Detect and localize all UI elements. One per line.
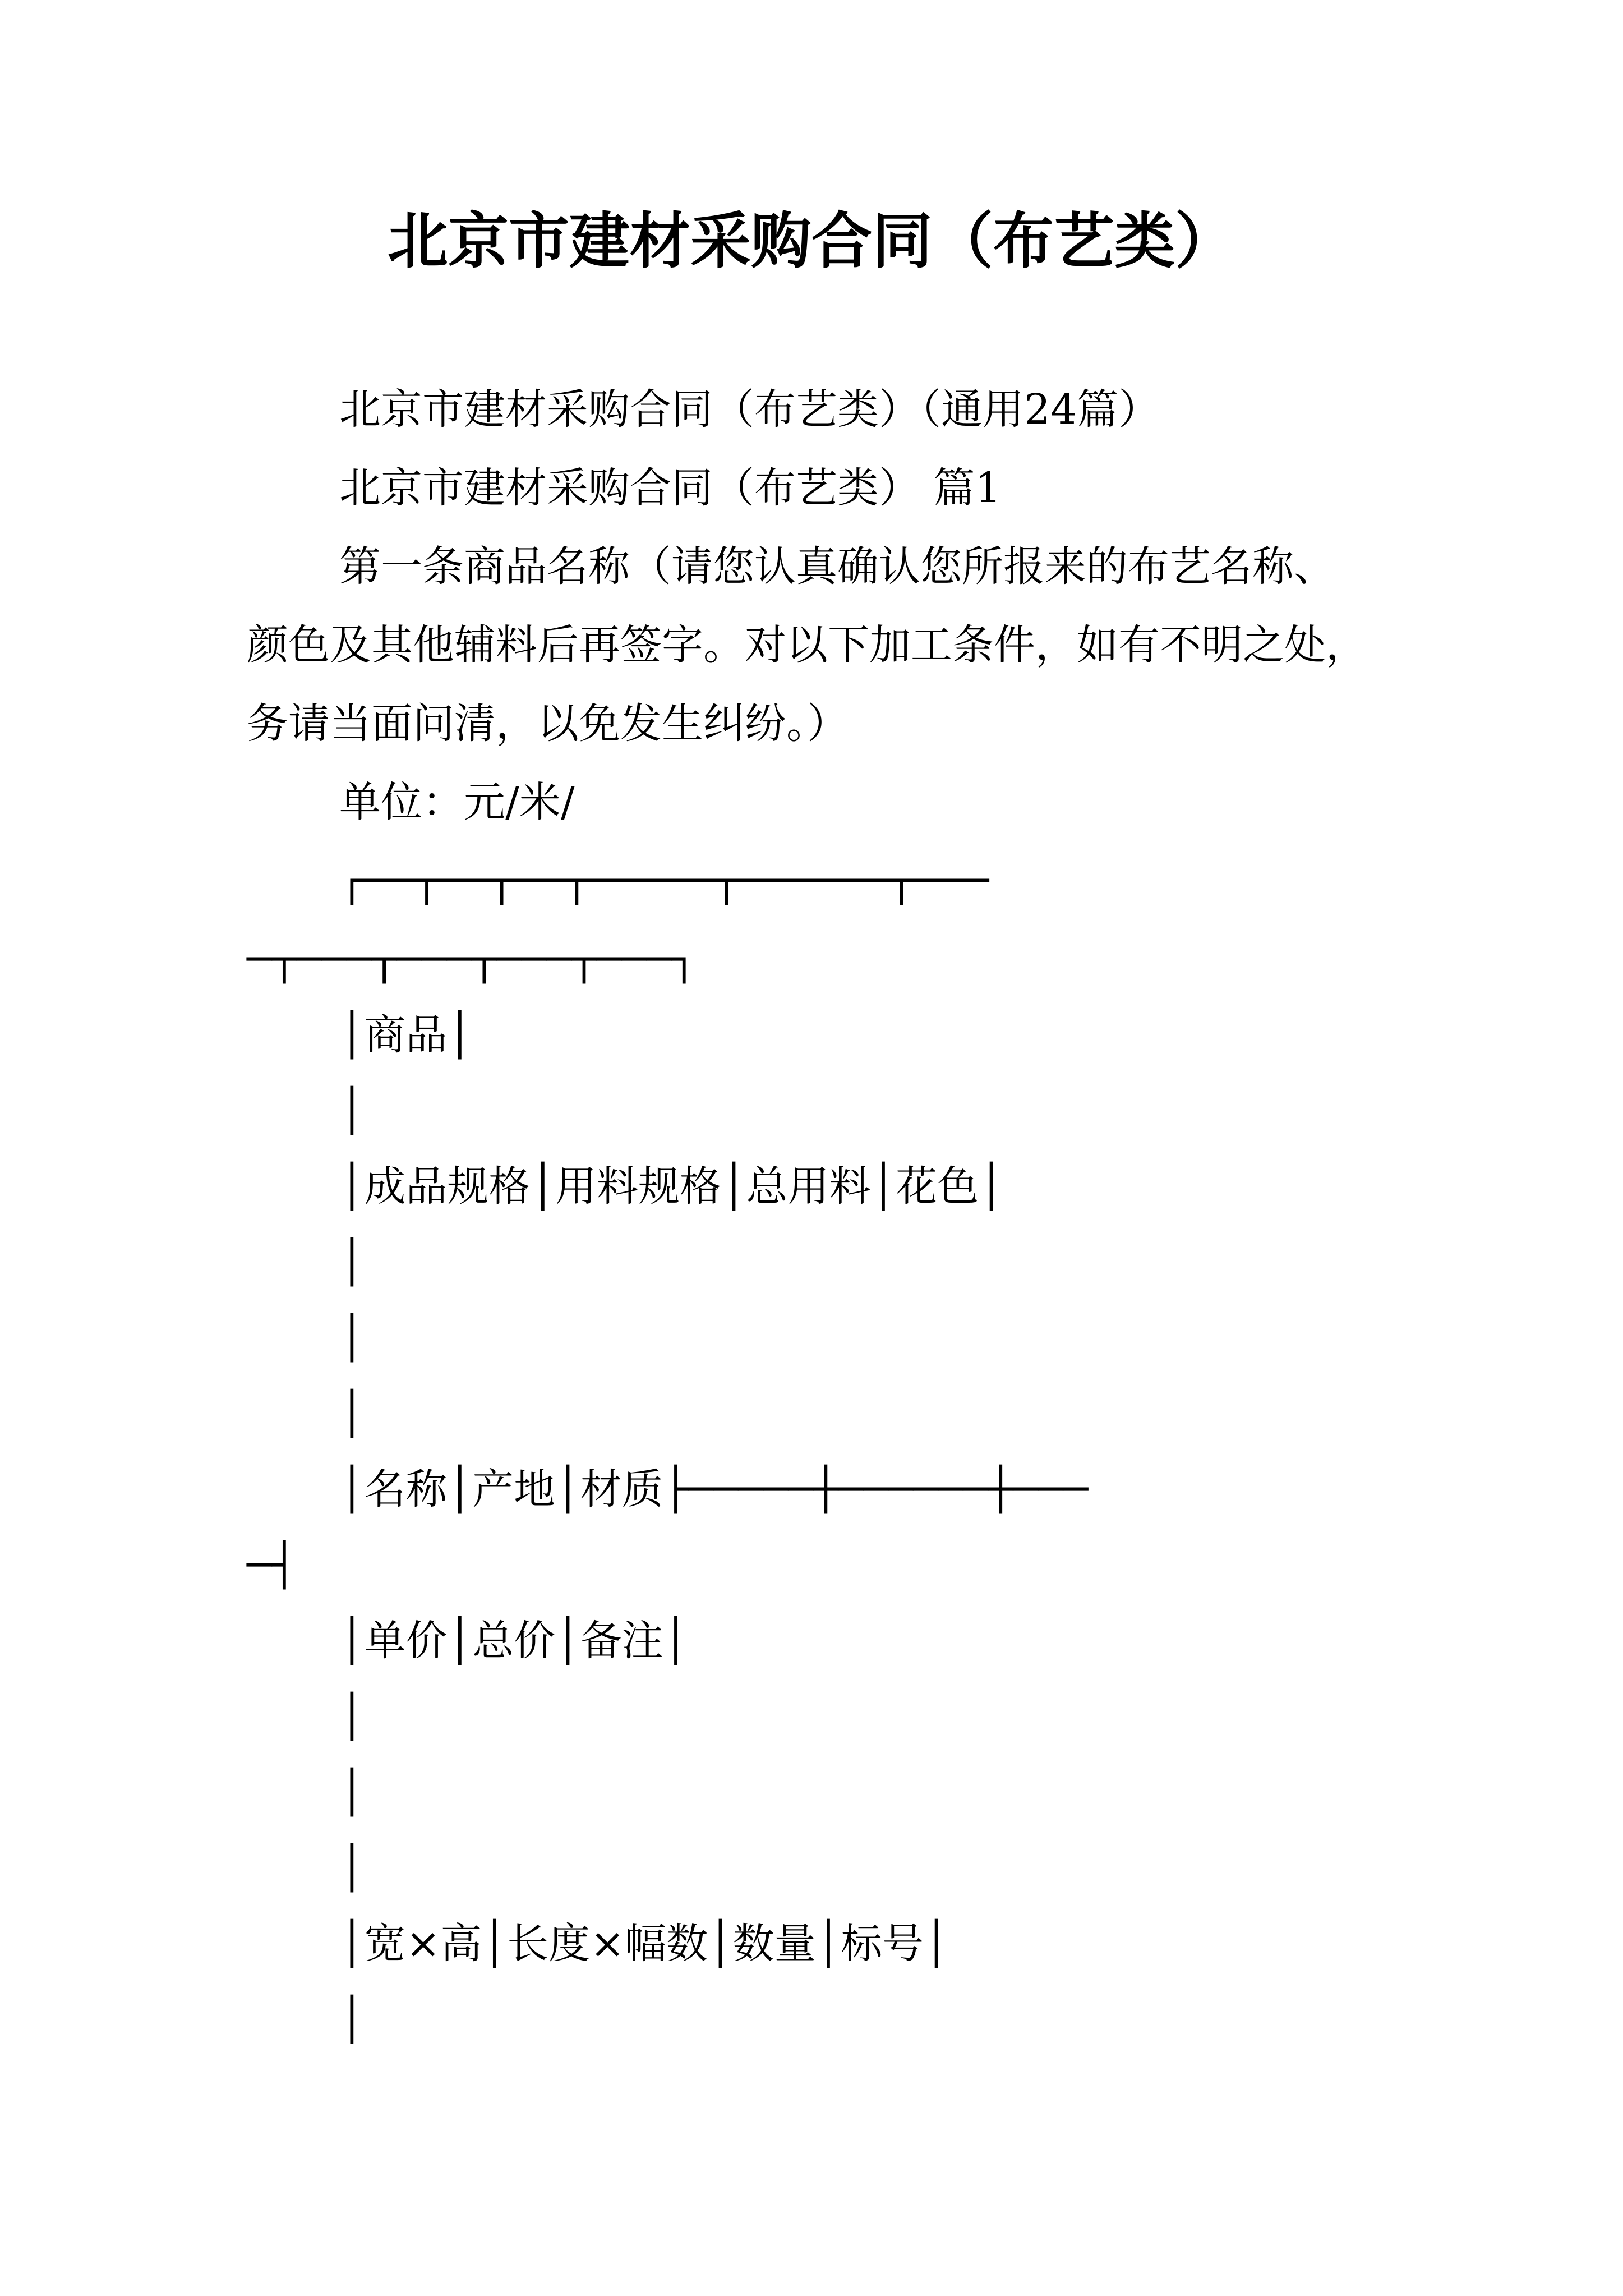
table-row-text: │宽×高│长度×幅数│数量│标号│ bbox=[339, 1920, 949, 1968]
table-border-line: ─┤ bbox=[247, 1541, 297, 1589]
table-row-text: │ bbox=[339, 1692, 365, 1741]
clause-text: 颜色及其他辅料后再签字。对以下加工条件，如有不明之处， bbox=[247, 621, 1367, 669]
table-row-text: │成品规格│用料规格│总用料│花色│ bbox=[339, 1162, 1004, 1211]
table-row-text: │商品│ bbox=[339, 1011, 473, 1059]
table-row-text: │名称│产地│材质├─────┼──────┼─── bbox=[339, 1465, 1089, 1513]
unit-label: 单位：元/米/ bbox=[339, 778, 575, 826]
section-heading: 北京市建材采购合同（布艺类） 篇1 bbox=[339, 464, 1002, 512]
table-border-line: ─┬───┬───┬───┬───┐ bbox=[247, 935, 697, 983]
clause-text: 务请当面问清，以免发生纠纷。） bbox=[247, 700, 849, 748]
document-title: 北京市建材采购合同（布艺类） bbox=[387, 206, 1235, 277]
table-row-text: │ bbox=[339, 1238, 365, 1286]
table-row-text: │单价│总价│备注│ bbox=[339, 1617, 689, 1665]
table-row-text: │ bbox=[339, 1087, 365, 1135]
table-row-text: │ bbox=[339, 1844, 365, 1892]
table-row-text: │ bbox=[339, 1389, 365, 1438]
table-row-text: │ bbox=[339, 1768, 365, 1816]
table-row-text: │ bbox=[339, 1995, 365, 2044]
table-row-text: │ bbox=[339, 1314, 365, 1362]
clause-text: 第一条商品名称（请您认真确认您所报来的布艺名称、 bbox=[339, 542, 1335, 591]
table-border-line: ┌──┬──┬──┬─────┬──────┬─── bbox=[339, 857, 989, 905]
document-subtitle: 北京市建材采购合同（布艺类）（通用24篇） bbox=[339, 385, 1160, 434]
